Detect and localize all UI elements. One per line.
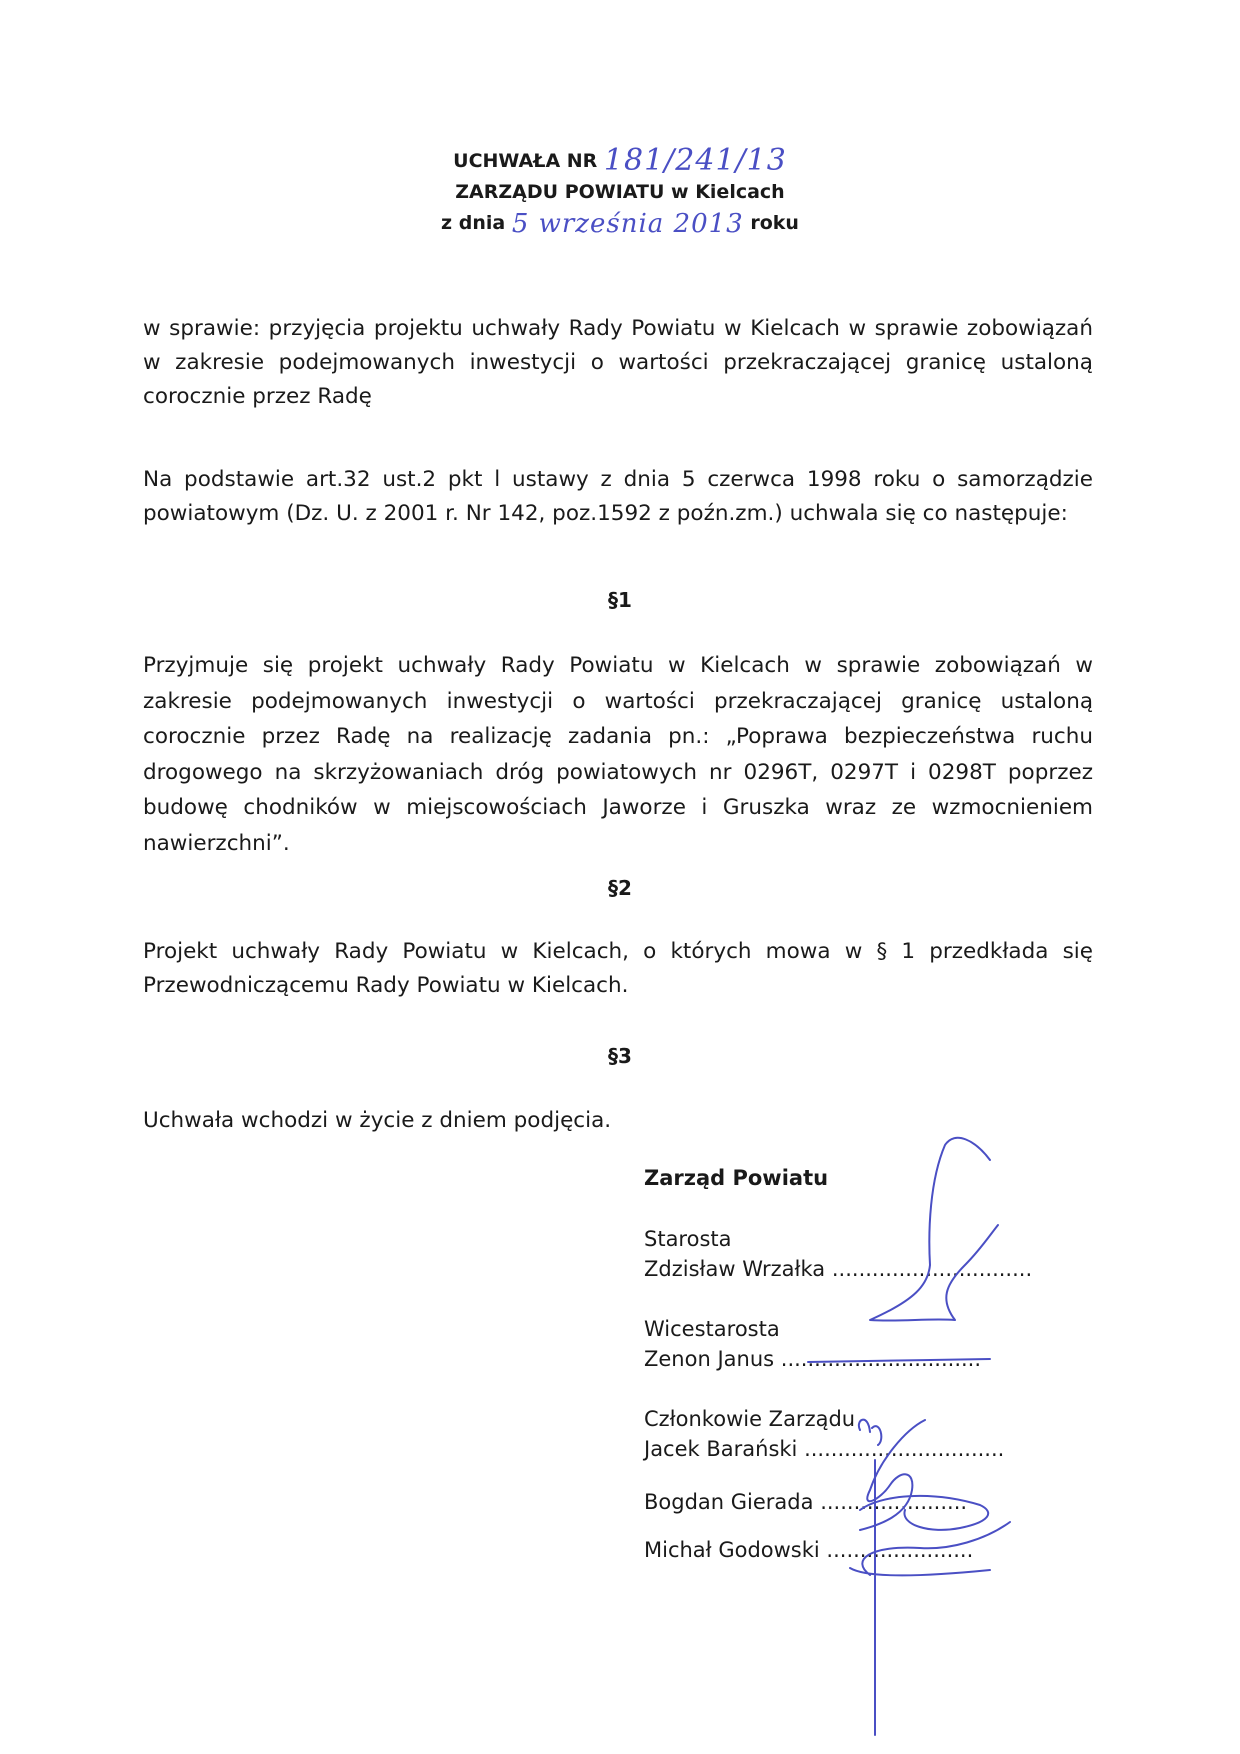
members-role: Członkowie Zarządu	[644, 1407, 856, 1431]
member-3-signature-line	[644, 1535, 973, 1565]
resolution-date-line	[0, 208, 1240, 240]
subject-paragraph: w sprawie: przyjęcia projektu uchwały Rady Powiatu w Kielcach w sprawie zobowiązań w zakresie podejmowanych inwestycji o wartości przekraczającej granicę ustaloną corocznie przez Radę	[143, 316, 1093, 409]
handwritten-date: 5 września 2013	[511, 209, 744, 239]
starosta-signature-line	[644, 1254, 1032, 1284]
resolution-header	[0, 145, 1240, 240]
member-2-signature-line	[644, 1487, 967, 1517]
section-3-heading: §3	[608, 1044, 632, 1068]
signature-dots: ..............................	[831, 1257, 1033, 1281]
issuing-body: ZARZĄDU POWIATU w Kielcach	[455, 181, 785, 203]
wicestarosta-block	[644, 1314, 981, 1374]
section-1-heading: §1	[608, 588, 632, 612]
date-prefix: z dnia	[441, 212, 506, 234]
legal-basis-paragraph: Na podstawie art.32 ust.2 pkt l ustawy z dnia 5 czerwca 1998 roku o samorządzie powiatowym (Dz. U. z 2001 r. Nr 142, poz.1592 z poźn.zm.) uchwala się co następuje:	[143, 467, 1093, 526]
wicestarosta-name: Zenon Janus	[644, 1347, 775, 1371]
signature-dots: ..............................	[804, 1437, 1005, 1461]
starosta-block	[644, 1224, 1032, 1284]
member-2-name: Bogdan Gierada	[644, 1490, 814, 1514]
member-3-name: Michał Godowski	[644, 1538, 820, 1562]
starosta-role: Starosta	[644, 1227, 732, 1251]
resolution-number-label: UCHWAŁA NR	[453, 150, 598, 172]
signature-dots: ..............................	[780, 1347, 982, 1371]
section-3-text: Uchwała wchodzi w życie z dniem podjęcia.	[143, 1108, 612, 1133]
date-suffix: roku	[750, 212, 799, 234]
handwritten-resolution-number: 181/241/13	[603, 143, 787, 178]
section-2-heading: §2	[608, 876, 632, 900]
signature-dots: ......................	[826, 1538, 974, 1562]
member-1-name: Jacek Barański	[644, 1437, 798, 1461]
member-1-signature-line	[644, 1434, 1004, 1464]
section-2-text: Projekt uchwały Rady Powiatu w Kielcach, o których mowa w § 1 przedkłada się Przewodniczącemu Rady Powiatu w Kielcach.	[143, 939, 1093, 998]
members-signature-mark	[850, 1420, 1010, 1735]
signature-dots: ......................	[820, 1490, 968, 1514]
wicestarosta-signature-line	[644, 1344, 981, 1374]
members-block	[644, 1404, 1004, 1464]
wicestarosta-role: Wicestarosta	[644, 1317, 780, 1341]
starosta-name: Zdzisław Wrzałka	[644, 1257, 826, 1281]
board-signature-title: Zarząd Powiatu	[644, 1166, 829, 1190]
resolution-number-line	[0, 145, 1240, 177]
section-1-text: Przyjmuje się projekt uchwały Rady Powiatu w Kielcach w sprawie zobowiązań w zakresie podejmowanych inwestycji o wartości przekraczającej granicę ustaloną corocznie przez Radę na realizację zadania pn.: „Poprawa bezpieczeństwa ruchu drogowego na skrzyżowaniach dróg powiatowych nr 0296T, 0297T i 0298T poprzez budowę chodników w miejscowościach Jaworze i Gruszka wraz ze wzmocnieniem nawierzchni”.	[143, 653, 1093, 856]
